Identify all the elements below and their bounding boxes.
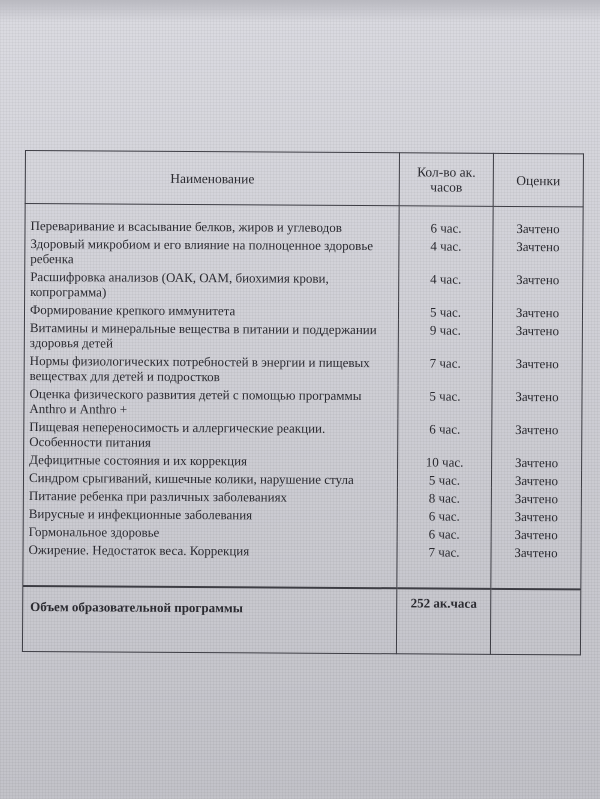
table-row bbox=[23, 503, 581, 524]
table-row bbox=[24, 317, 582, 353]
table-header bbox=[25, 151, 583, 207]
table-row bbox=[23, 539, 581, 589]
row-name: Витамины и минеральные вещества в питании и поддержании здоровья детей bbox=[24, 317, 398, 352]
row-name: Пищевая непереносимость и аллергические реакции. Особенности питания bbox=[24, 416, 398, 451]
row-hours: 6 час. bbox=[397, 505, 491, 524]
row-hours: 10 час. bbox=[398, 451, 492, 470]
total-hours: 252 ак.часа bbox=[396, 588, 490, 654]
header-name: Наименование bbox=[25, 151, 399, 206]
row-name: Здоровый микробиом и его влияние на полноценное здоровье ребенка bbox=[25, 233, 399, 268]
row-grade: Зачтено bbox=[491, 524, 581, 543]
table-footer bbox=[22, 586, 580, 655]
row-hours: 9 час. bbox=[398, 319, 492, 353]
row-grade: Зачтено bbox=[493, 236, 583, 270]
row-hours: 5 час. bbox=[398, 385, 492, 419]
row-hours: 5 час. bbox=[398, 301, 492, 320]
row-name: Ожирение. Недостаток веса. Коррекция bbox=[23, 539, 397, 588]
row-grade: Зачтено bbox=[491, 488, 581, 507]
table-row bbox=[25, 233, 583, 269]
row-grade: Зачтено bbox=[491, 470, 581, 489]
total-grade bbox=[490, 589, 580, 655]
row-name: Дефицитные состояния и их коррекция bbox=[24, 449, 398, 469]
table-row bbox=[25, 204, 583, 237]
row-hours: 8 час. bbox=[397, 487, 491, 506]
row-grade: Зачтено bbox=[492, 302, 582, 321]
table-row bbox=[24, 350, 582, 386]
row-hours: 6 час. bbox=[399, 206, 493, 236]
row-hours: 4 час. bbox=[399, 235, 493, 269]
row-name: Расшифровка анализов (ОАК, ОАМ, биохимия крови, копрограмма) bbox=[25, 266, 399, 301]
row-grade: Зачтено bbox=[492, 452, 582, 471]
row-name: Гормональное здоровье bbox=[23, 521, 397, 541]
row-grade: Зачтено bbox=[492, 419, 582, 453]
header-hours: Кол-во ак. часов bbox=[399, 153, 493, 207]
row-grade: Зачтено bbox=[493, 206, 583, 236]
row-grade: Зачтено bbox=[492, 353, 582, 387]
row-name: Оценка физического развития детей с помощью программы Anthro и Anthro + bbox=[24, 383, 398, 418]
row-grade: Зачтено bbox=[492, 386, 582, 420]
row-grade: Зачтено bbox=[492, 320, 582, 354]
table-row bbox=[24, 449, 582, 470]
row-hours: 6 час. bbox=[398, 418, 492, 452]
total-label: Объем образовательной программы bbox=[22, 586, 396, 654]
row-name: Формирование крепкого иммунитета bbox=[24, 299, 398, 319]
table-row bbox=[24, 416, 582, 452]
table-row bbox=[25, 266, 583, 302]
curriculum-table bbox=[22, 150, 584, 655]
header-row bbox=[25, 151, 583, 207]
row-grade: Зачтено bbox=[491, 542, 581, 590]
table-row bbox=[23, 521, 581, 542]
row-name: Нормы физиологических потребностей в энергии и пищевых веществах для детей и подростков bbox=[24, 350, 398, 385]
table-row bbox=[23, 467, 581, 488]
row-hours: 5 час. bbox=[397, 469, 491, 488]
row-hours: 7 час. bbox=[397, 541, 491, 589]
page-top-shadow bbox=[0, 0, 600, 22]
row-hours: 7 час. bbox=[398, 352, 492, 386]
row-hours: 6 час. bbox=[397, 523, 491, 542]
table-row bbox=[24, 383, 582, 419]
table-body bbox=[23, 204, 583, 590]
row-name: Синдром срыгиваний, кишечные колики, нарушение стула bbox=[23, 467, 397, 487]
header-grade: Оценки bbox=[493, 153, 583, 207]
total-row bbox=[22, 586, 580, 655]
row-name: Переваривание и всасывание белков, жиров и углеводов bbox=[25, 204, 399, 236]
curriculum-document bbox=[22, 150, 583, 655]
row-hours: 4 час. bbox=[399, 268, 493, 302]
table-row bbox=[23, 485, 581, 506]
table-row bbox=[24, 299, 582, 320]
row-name: Питание ребенка при различных заболеваниях bbox=[23, 485, 397, 505]
row-name: Вирусные и инфекционные заболевания bbox=[23, 503, 397, 523]
row-grade: Зачтено bbox=[493, 269, 583, 303]
row-grade: Зачтено bbox=[491, 506, 581, 525]
